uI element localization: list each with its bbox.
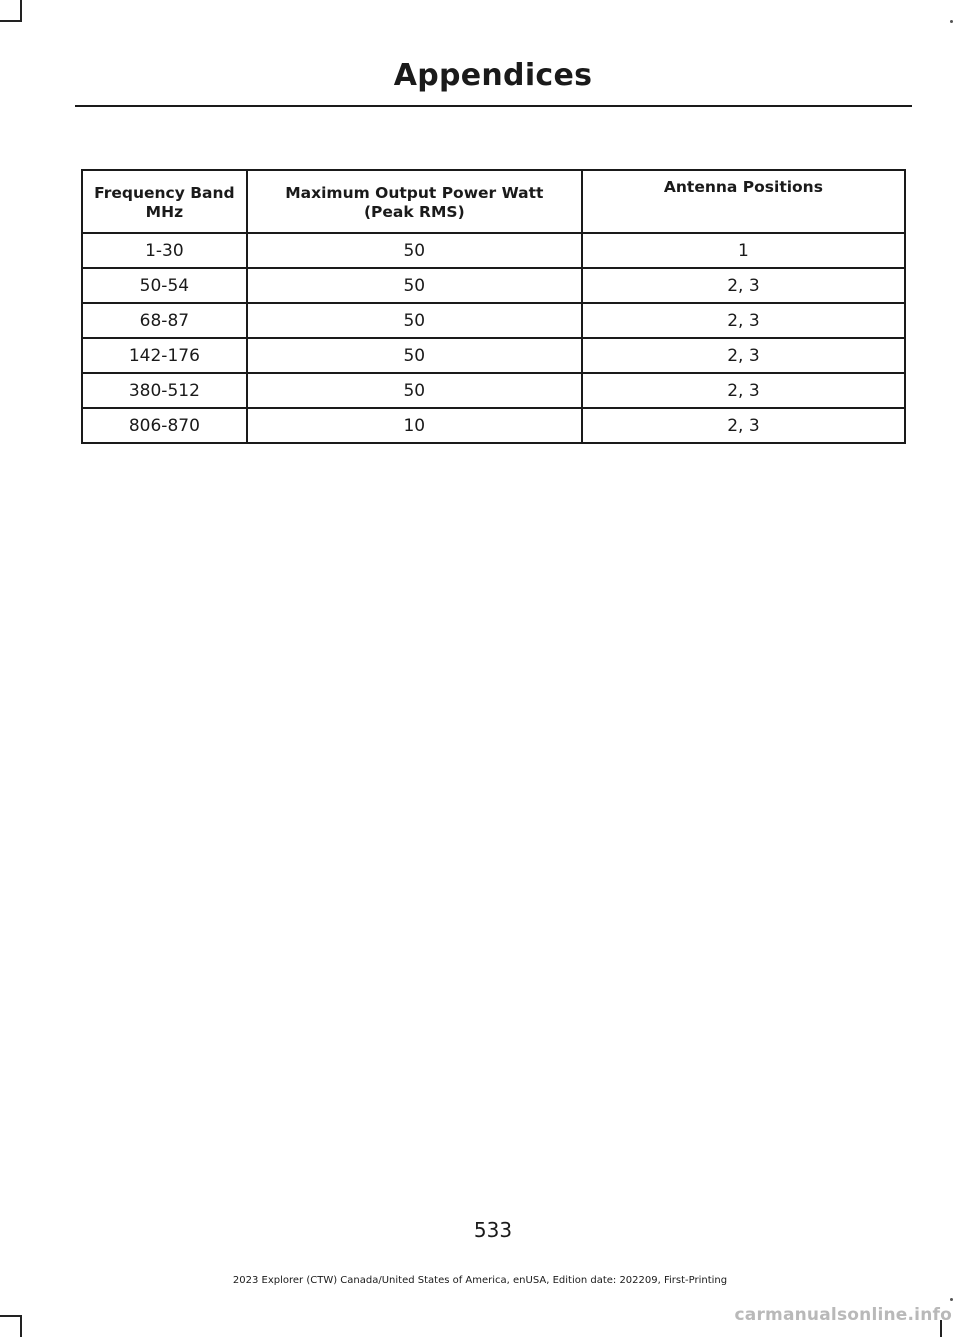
crop-mark-top-left-horizontal: [0, 20, 22, 22]
cell-antenna-positions: 2, 3: [582, 338, 905, 373]
table-row: [82, 233, 905, 268]
column-header-antenna-positions: [582, 170, 905, 233]
edition-footer: 2023 Explorer (CTW) Canada/United States of America, enUSA, Edition date: 202209, First-Printing: [232, 1275, 728, 1286]
cell-antenna-positions: 2, 3: [582, 408, 905, 443]
cell-max-output-power: 50: [247, 338, 582, 373]
cell-antenna-positions: 1: [582, 233, 905, 268]
cell-antenna-positions: 2, 3: [582, 268, 905, 303]
cell-antenna-positions: 2, 3: [582, 373, 905, 408]
frequency-power-table: [81, 169, 906, 444]
cell-frequency-band: 1-30: [82, 233, 247, 268]
cell-frequency-band: 50-54: [82, 268, 247, 303]
cell-antenna-positions: 2, 3: [582, 303, 905, 338]
page-number: 533: [473, 1218, 513, 1242]
column-header-max-output-power: [247, 170, 582, 233]
crop-mark-bottom-left-vertical: [20, 1315, 22, 1337]
column-header-line: Maximum Output Power Watt: [285, 183, 544, 202]
watermark: carmanualsonline.info: [734, 1305, 952, 1325]
cell-max-output-power: 50: [247, 268, 582, 303]
column-header-line: Antenna Positions: [663, 178, 823, 196]
cell-frequency-band: 68-87: [82, 303, 247, 338]
table-row: [82, 373, 905, 408]
table-row: [82, 303, 905, 338]
table-row: [82, 408, 905, 443]
cell-frequency-band: 806-870: [82, 408, 247, 443]
cell-max-output-power: 10: [247, 408, 582, 443]
page-title: Appendices: [393, 58, 593, 93]
column-header-frequency-band: [82, 170, 247, 233]
cell-max-output-power: 50: [247, 373, 582, 408]
cell-frequency-band: 142-176: [82, 338, 247, 373]
table-row: [82, 338, 905, 373]
column-header-line: Frequency Band: [94, 183, 235, 202]
crop-mark-bottom-left-horizontal: [0, 1315, 22, 1317]
crop-mark-top-left-vertical: [20, 0, 22, 22]
column-header-line: (Peak RMS): [363, 202, 465, 221]
crop-tick-top-right: [950, 20, 953, 23]
cell-frequency-band: 380-512: [82, 373, 247, 408]
table-row: [82, 268, 905, 303]
column-header-line: MHz: [145, 202, 184, 221]
table-header-row: [82, 170, 905, 233]
cell-max-output-power: 50: [247, 233, 582, 268]
header-divider: [75, 105, 912, 107]
crop-tick-bottom-right: [950, 1298, 953, 1301]
cell-max-output-power: 50: [247, 303, 582, 338]
